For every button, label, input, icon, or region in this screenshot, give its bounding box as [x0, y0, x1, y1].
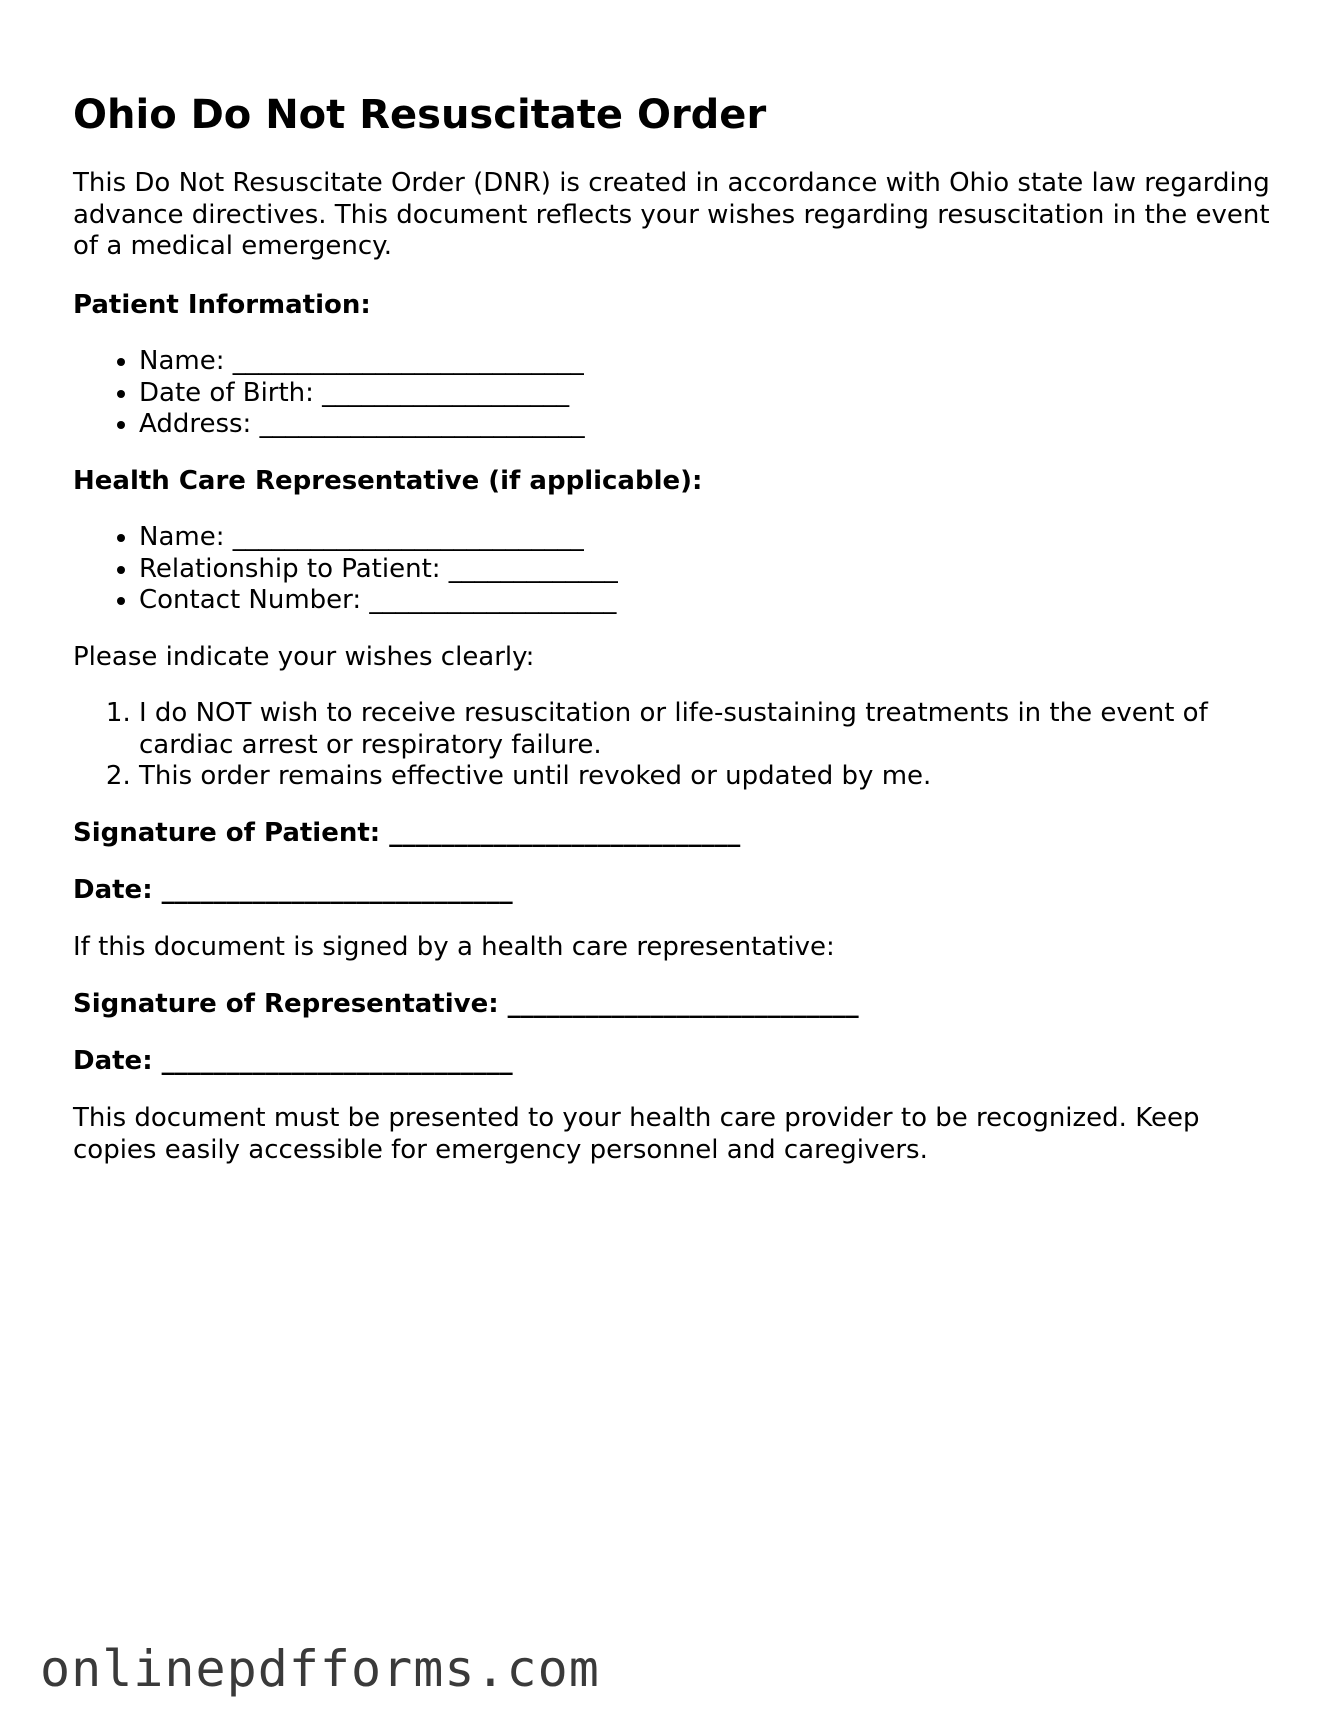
rep-relationship-field: • Relationship to Patient: _____________: [139, 554, 1273, 586]
wish-item: 1. I do NOT wish to receive resuscitation or life-sustaining treatments in the event of cardiac arrest or respiratory failure.: [139, 698, 1273, 761]
rep-info-list: [73, 522, 1273, 617]
rep-signed-note: If this document is signed by a health care representative:: [73, 932, 835, 962]
site-watermark: onlinepdfforms.com: [40, 1640, 600, 1698]
rep-date-line: Date: ___________________________: [73, 1046, 513, 1076]
patient-dob-field: • Date of Birth: ___________________: [139, 378, 1273, 410]
wish-item: 2. This order remains effective until revoked or updated by me.: [139, 761, 1273, 793]
intro-paragraph: This Do Not Resuscitate Order (DNR) is created in accordance with Ohio state law regarding advance directives. This document reflects your wishes regarding resuscitation in the event of a medical emergency.: [73, 168, 1270, 261]
document-title: Ohio Do Not Resuscitate Order: [73, 92, 767, 138]
wishes-prompt: Please indicate your wishes clearly:: [73, 642, 535, 672]
closing-paragraph: This document must be presented to your health care provider to be recognized. Keep copies easily accessible for emergency personnel and caregivers.: [73, 1103, 1200, 1165]
patient-name-field: • Name: ___________________________: [139, 346, 1273, 378]
patient-address-field: • Address: _________________________: [139, 409, 1273, 441]
rep-name-field: • Name: ___________________________: [139, 522, 1273, 554]
patient-date-line: Date: ___________________________: [73, 875, 513, 905]
patient-info-heading: Patient Information:: [73, 290, 371, 320]
patient-signature-line: Signature of Patient: ___________________________: [73, 818, 741, 848]
rep-signature-line: Signature of Representative: ___________________________: [73, 989, 859, 1019]
rep-info-heading: Health Care Representative (if applicable):: [73, 466, 703, 496]
patient-info-list: [73, 346, 1273, 441]
rep-contact-field: • Contact Number: ___________________: [139, 585, 1273, 617]
wishes-list: [73, 698, 1273, 793]
